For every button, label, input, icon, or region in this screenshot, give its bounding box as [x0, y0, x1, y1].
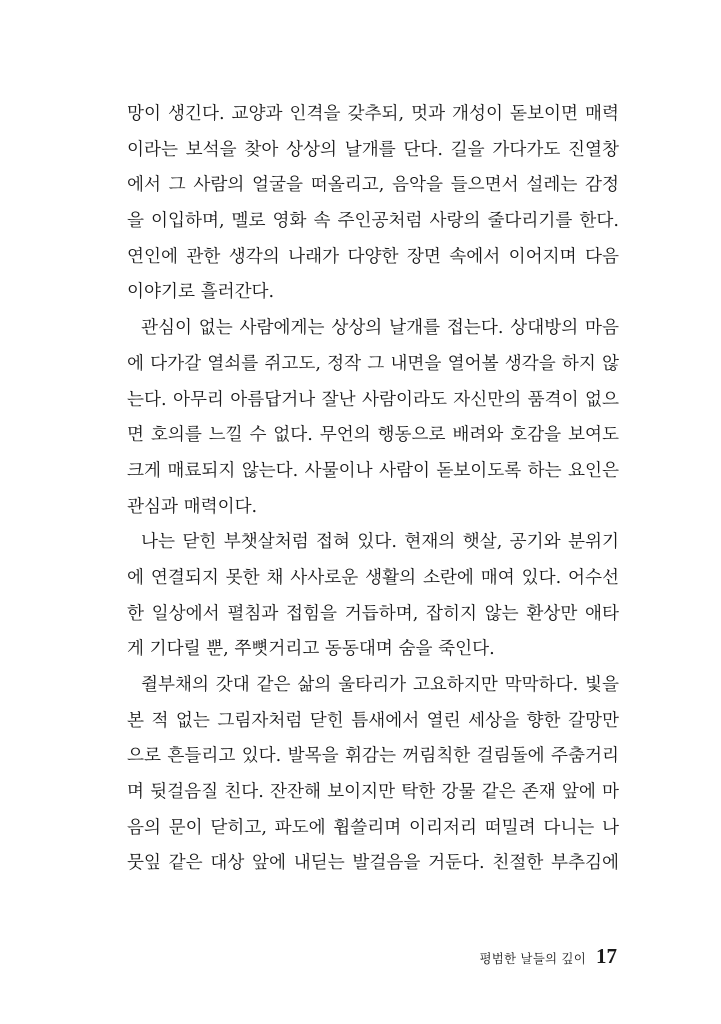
page-footer	[479, 944, 617, 969]
text-line: 을 이입하며, 멜로 영화 속 주인공처럼 사랑의 줄다리기를 한다.	[127, 211, 619, 232]
text-line: 에 다가갈 열쇠를 쥐고도, 정작 그 내면을 열어볼 생각을 하지 않	[127, 353, 619, 374]
paragraph	[127, 525, 619, 668]
text-line: 연인에 관한 생각의 나래가 다양한 장면 속에서 이어지며 다음	[127, 246, 619, 267]
text-line: 쥘부채의 갓대 같은 삶의 울타리가 고요하지만 막막하다. 빛을	[141, 675, 619, 695]
paragraph	[127, 668, 619, 882]
text-line: 에서 그 사람의 얼굴을 떠올리고, 음악을 들으면서 설레는 감정	[127, 175, 619, 196]
text-line: 면 호의를 느낄 수 없다. 무언의 행동으로 배려와 호감을 보여도	[127, 425, 619, 446]
text-line: 에 연결되지 못한 채 사사로운 생활의 소란에 매여 있다. 어수선	[127, 567, 619, 588]
text-line: 이야기로 흘러간다.	[127, 282, 275, 303]
running-title: 평범한 날들의 깊이	[479, 951, 586, 966]
body-text	[127, 97, 619, 882]
text-line: 이라는 보석을 찾아 상상의 날개를 단다. 길을 가다가도 진열창	[127, 139, 619, 160]
text-line: 크게 매료되지 않는다. 사물이나 사람이 돋보이도록 하는 요인은	[127, 460, 619, 481]
text-line: 본 적 없는 그림자처럼 닫힌 틈새에서 열린 세상을 향한 갈망만	[127, 710, 619, 731]
paragraph	[127, 97, 619, 311]
text-line: 관심과 매력이다.	[127, 496, 258, 517]
paragraph	[127, 311, 619, 525]
text-line: 게 기다릴 뿐, 쭈뼛거리고 동동대며 숨을 죽인다.	[127, 639, 495, 660]
text-line: 망이 생긴다. 교양과 인격을 갖추되, 멋과 개성이 돋보이면 매력	[127, 104, 619, 124]
text-line: 며 뒷걸음질 친다. 잔잔해 보이지만 탁한 강물 같은 존재 앞에 마	[127, 782, 619, 803]
page-number: 17	[596, 944, 617, 968]
text-line: 뭇잎 같은 대상 앞에 내딛는 발걸음을 거둔다. 친절한 부추김에	[127, 853, 619, 874]
text-line: 으로 흔들리고 있다. 발목을 휘감는 꺼림칙한 걸림돌에 주춤거리	[127, 746, 619, 767]
text-line: 음의 문이 닫히고, 파도에 휩쓸리며 이리저리 떠밀려 다니는 나	[127, 817, 619, 838]
text-line: 나는 닫힌 부챗살처럼 접혀 있다. 현재의 햇살, 공기와 분위기	[141, 532, 619, 553]
text-line: 관심이 없는 사람에게는 상상의 날개를 접는다. 상대방의 마음	[141, 318, 619, 339]
text-line: 한 일상에서 펼침과 접힘을 거듭하며, 잡히지 않는 환상만 애타	[127, 603, 619, 624]
text-line: 는다. 아무리 아름답거나 잘난 사람이라도 자신만의 품격이 없으	[127, 389, 619, 410]
